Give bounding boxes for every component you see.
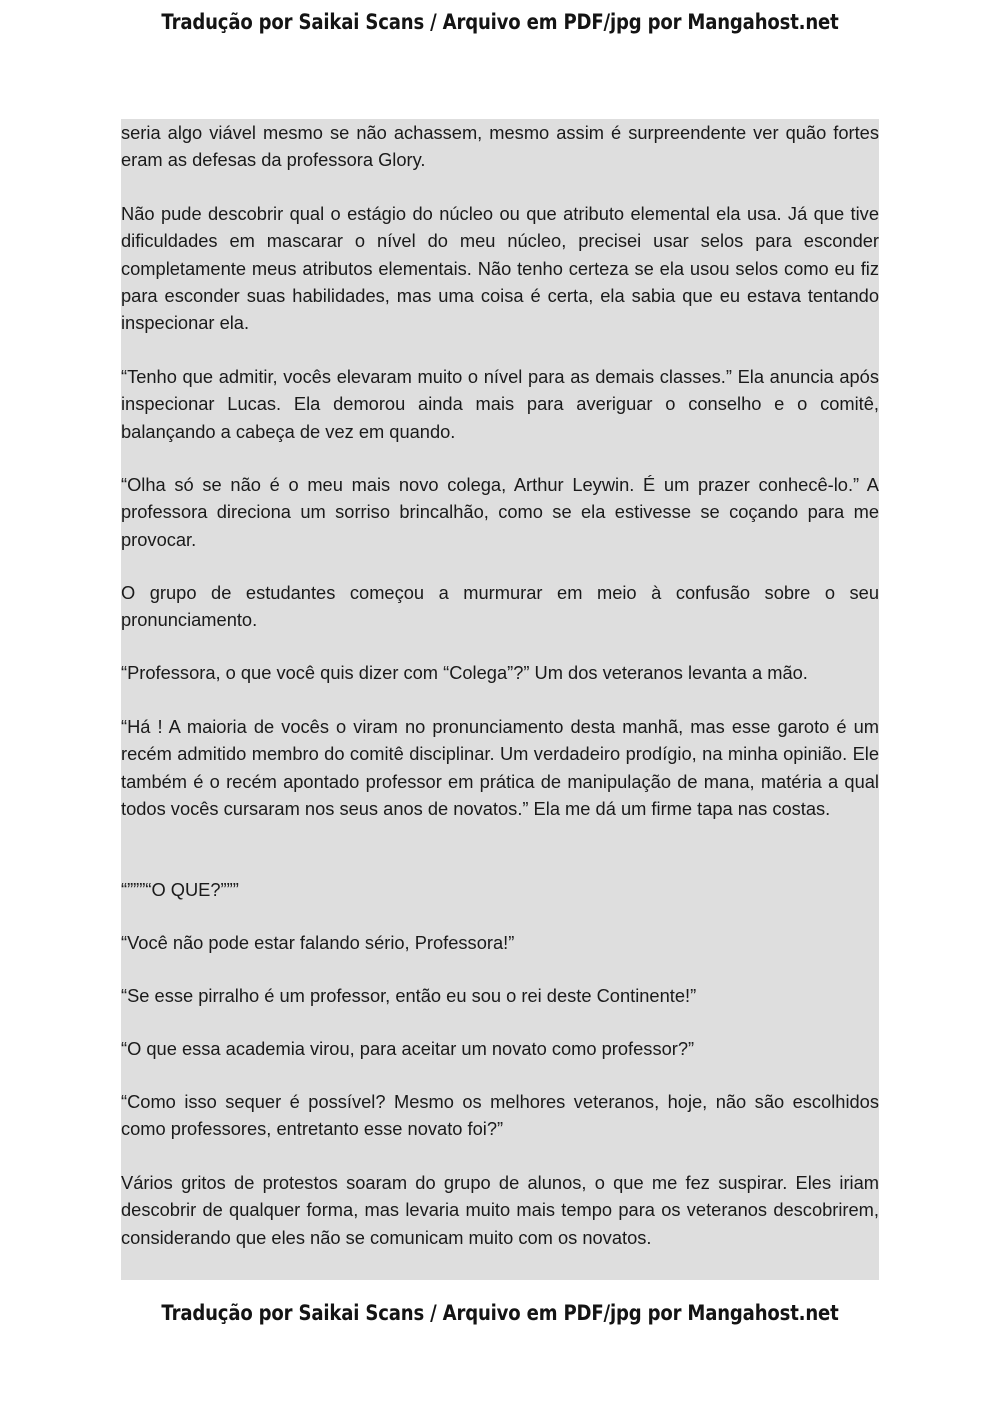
paragraph-6: “Professora, o que você quis dizer com “Colega”?” Um dos veteranos levanta a mão.: [121, 662, 808, 683]
footer-credit-banner: Tradução por Saikai Scans / Arquivo em PDF/jpg por Mangahost.net: [161, 1301, 839, 1325]
paragraph-7: “Há ! A maioria de vocês o viram no pronunciamento desta manhã, mas esse garoto é um recém admitido membro do comitê disciplinar. Um verdadeiro prodígio, na minha opinião. Ele também é o recém apontado professor em prática de manipulação de mana, matéria a qual todos vocês cursaram nos seus anos de novatos.” Ela me dá um firme tapa nas costas.: [121, 716, 879, 819]
paragraph-9: “Você não pode estar falando sério, Professora!”: [121, 932, 515, 953]
paragraph-5: O grupo de estudantes começou a murmurar em meio à confusão sobre o seu pronunciamento.: [121, 582, 879, 631]
text-panel: [121, 119, 879, 1280]
paragraph-4: “Olha só se não é o meu mais novo colega, Arthur Leywin. É um prazer conhecê-lo.” A professora direciona um sorriso brincalhão, como se ela estivesse se coçando para me provocar.: [121, 474, 879, 550]
paragraph-10: “Se esse pirralho é um professor, então eu sou o rei deste Continente!”: [121, 985, 697, 1006]
paragraph-1: seria algo viável mesmo se não achassem, mesmo assim é surpreendente ver quão fortes eram as defesas da professora Glory.: [121, 122, 879, 171]
paragraph-3: “Tenho que admitir, vocês elevaram muito o nível para as demais classes.” Ela anuncia após inspecionar Lucas. Ela demorou ainda mais para averiguar o conselho e o comitê, balançando a cabeça de vez em quando.: [121, 366, 879, 442]
paragraph-13: Vários gritos de protestos soaram do grupo de alunos, o que me fez suspirar. Eles iriam descobrir de qualquer forma, mas levaria muito mais tempo para os veteranos descobrirem, considerando que eles não se comunicam muito com os novatos.: [121, 1172, 879, 1248]
header-credit-banner: Tradução por Saikai Scans / Arquivo em PDF/jpg por Mangahost.net: [161, 10, 839, 34]
paragraph-12: “Como isso sequer é possível? Mesmo os melhores veteranos, hoje, não são escolhidos como professores, entretanto esse novato foi?”: [121, 1091, 879, 1140]
paragraph-8: “”””“O QUE?”””: [121, 879, 239, 900]
paragraph-2: Não pude descobrir qual o estágio do núcleo ou que atributo elemental ela usa. Já que tive dificuldades em mascarar o nível do meu núcleo, precisei usar selos para esconder completamente meus atributos elementais. Não tenho certeza se ela usou selos como eu fiz para esconder suas habilidades, mas uma coisa é certa, ela sabia que eu estava tentando inspecionar ela.: [121, 203, 879, 334]
paragraph-11: “O que essa academia virou, para aceitar um novato como professor?”: [121, 1038, 695, 1059]
